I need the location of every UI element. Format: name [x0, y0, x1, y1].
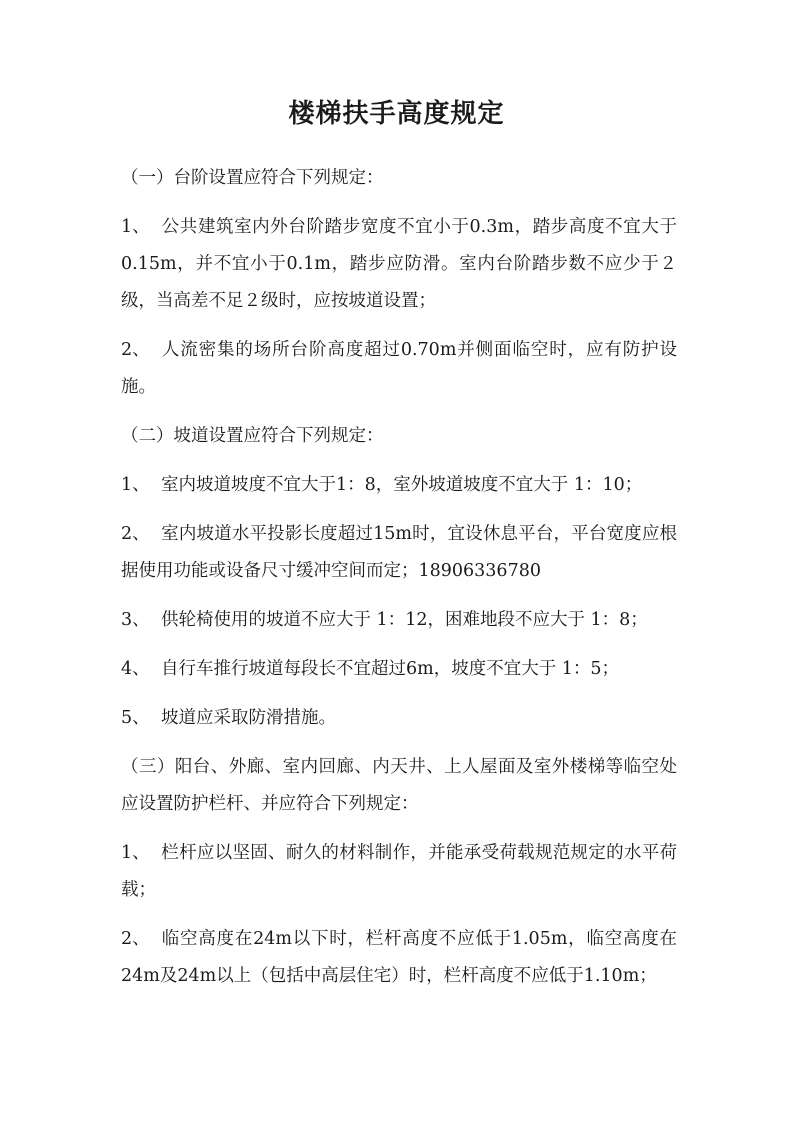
page-title: 楼梯扶手高度规定	[288, 99, 505, 129]
document-body	[121, 160, 677, 1007]
item-text: 临空高度在24m以下时，栏杆高度不应低于1.05m，临空高度在24m及24m以上（包括中高层住宅）时，栏杆高度不应低于1.10m；	[121, 929, 677, 986]
section-2-item-2	[121, 516, 677, 590]
item-number: 2、	[121, 929, 150, 949]
item-number: 1、	[121, 475, 150, 495]
item-text: 栏杆应以坚固、耐久的材料制作，并能承受荷载规范规定的水平荷载；	[121, 843, 677, 900]
section-3-item-1	[121, 835, 677, 909]
item-text: 室内坡道水平投影长度超过15m时，宜设休息平台，平台宽度应根据使用功能或设备尺寸缓冲空间而定；18906336780	[121, 524, 677, 581]
item-number: 1、	[121, 843, 150, 863]
section-1-item-1	[121, 209, 677, 320]
section-1-item-2	[121, 332, 677, 406]
item-text: 坡道应采取防滑措施。	[161, 708, 336, 728]
item-text: 公共建筑室内外台阶踏步宽度不宜小于0.3m，踏步高度不宜大于0.15m，并不宜小于0.1m，踏步应防滑。室内台阶踏步数不应少于２级，当高差不足２级时，应按坡道设置；	[121, 217, 677, 311]
item-text: 室内坡道坡度不宜大于1：8，室外坡道坡度不宜大于 1：10；	[161, 475, 643, 495]
section-2-item-4	[121, 651, 677, 688]
item-number: 5、	[121, 708, 150, 728]
section-1-heading: （一）台阶设置应符合下列规定：	[121, 168, 384, 188]
item-number: 2、	[121, 524, 150, 544]
section-2-item-1	[121, 467, 677, 504]
section-3-heading: （三）阳台、外廊、室内回廊、内天井、上人屋面及室外楼梯等临空处应设置防护栏杆、并应符合下列规定：	[121, 757, 677, 814]
section-3-item-2	[121, 921, 677, 995]
section-2-item-5	[121, 700, 677, 737]
section-2-heading: （二）坡道设置应符合下列规定：	[121, 426, 384, 446]
section-2-item-3	[121, 602, 677, 639]
item-number: 1、	[121, 217, 150, 237]
item-number: 3、	[121, 610, 150, 630]
item-number: 4、	[121, 659, 150, 679]
item-text: 供轮椅使用的坡道不应大于 1：12，困难地段不应大于 1：8；	[161, 610, 648, 630]
item-text: 自行车推行坡道每段长不宜超过6m，坡度不宜大于 1：5；	[161, 659, 620, 679]
item-number: 2、	[121, 340, 150, 360]
item-text: 人流密集的场所台阶高度超过0.70m并侧面临空时，应有防护设施。	[121, 340, 677, 397]
